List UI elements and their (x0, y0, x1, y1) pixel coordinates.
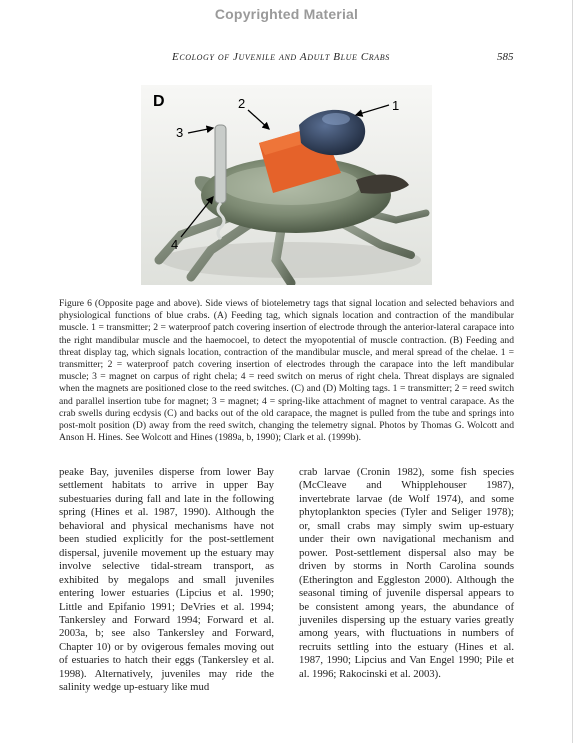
arrow-1 (356, 105, 389, 115)
callout-3: 3 (176, 125, 184, 140)
arrow-3 (188, 128, 213, 133)
figure-caption: Figure 6 (Opposite page and above). Side views of biotelemetry tags that signal location and selected behaviors and physiological functions of blue crabs. (A) Feeding tag, which signals location and contraction of the mandibular muscle. 1 = transmitter; 2 = waterproof patch covering insertion of electrode through the anterior-lateral carapace into the right mandibular muscle and the haemocoel, to detect the myopotential of muscle contraction. (B) Feeding and threat display tag, which signals location, contraction of the mandibular muscle, and meral spread of the chelae. 1 = transmitter; 2 = waterproof patch covering insertion of electrodes through the carapace into the left mandibular muscle; 3 = magnet on carpus of right chela; 4 = reed switch on merus of right chela. Threat displays are signaled when the magnets are positioned close to the reed switches. (C) and (D) Molting tags. 1 = transmitter; 2 = reed switch and parallel insertion tube for magnet; 3 = magnet; 4 = spring-like attachment of magnet to ventral carapace. As the crab swells during ecdysis (C) and backs out of the old carapace, the magnet is pulled from the tube and springs into post-molt position (D) away from the reed switch, changing the telemetry signal. Photos by Thomas G. Wolcott and Anson H. Hines. See Wolcott and Hines (1989a, b, 1990); Clark et al. (1999b). (59, 298, 514, 444)
callout-2: 2 (238, 96, 246, 111)
copyright-watermark: Copyrighted Material (214, 6, 359, 22)
arrow-4 (181, 197, 213, 237)
page-number: 585 (497, 51, 514, 63)
callout-1: 1 (392, 98, 400, 113)
running-head (172, 51, 390, 63)
body-column-left: peake Bay, juveniles disperse from lower Bay settlement habitats to arrive in upper Bay subestuaries during fall and late in the following spring (Hines et al. 1987, 1990). Although the behavioral and physical mechanisms have not been studied explicitly for the post-settlement dispersal, juvenile movement up the estuary may involve selective tidal-stream transport, as exhibited by megalops and small juveniles entering lower estuaries (Lipcius et al. 1990; Little and Epifanio 1991; DeVries et al. 1994; Tankersley and Forward 1994; Forward et al. 2003a, b; see also Tankersley and Forward, Chapter 10) or by ovigerous females moving out of estuaries to hatch their eggs (Tankersley et al. 1998). Alternatively, juveniles may ride the salinity wedge up-estuary like mud (59, 466, 274, 694)
running-title: Ecology of Juvenile and Adult Blue Crabs (172, 51, 390, 63)
figure-photo (141, 85, 432, 285)
callout-arrows (141, 85, 432, 285)
arrow-2 (248, 110, 269, 129)
body-column-right: crab larvae (Cronin 1982), some fish species (McCleave and Whipplehouser 1987), invertebrate larvae (de Wolf 1974), and some phytoplankton species (Tyler and Seliger 1978); or, small crabs may simply swim up-estuary under their own navigational mechanism and power. Post-settlement dispersal also may be driven by storms in North Carolina sounds (Etherington and Eggleston 2000). Although the seasonal timing of juvenile dispersal appears to be consistent among years, the abundance of juveniles dispersing up the estuary varies greatly among years, with fluctuations in numbers of recruits settling into the estuary (Hines et al. 1987, 1990; Lipcius and Van Engel 1990; Pile et al. 1996; Rakocinski et al. 2003). (299, 466, 514, 680)
panel-letter: D (153, 93, 165, 110)
callout-4: 4 (171, 237, 179, 252)
